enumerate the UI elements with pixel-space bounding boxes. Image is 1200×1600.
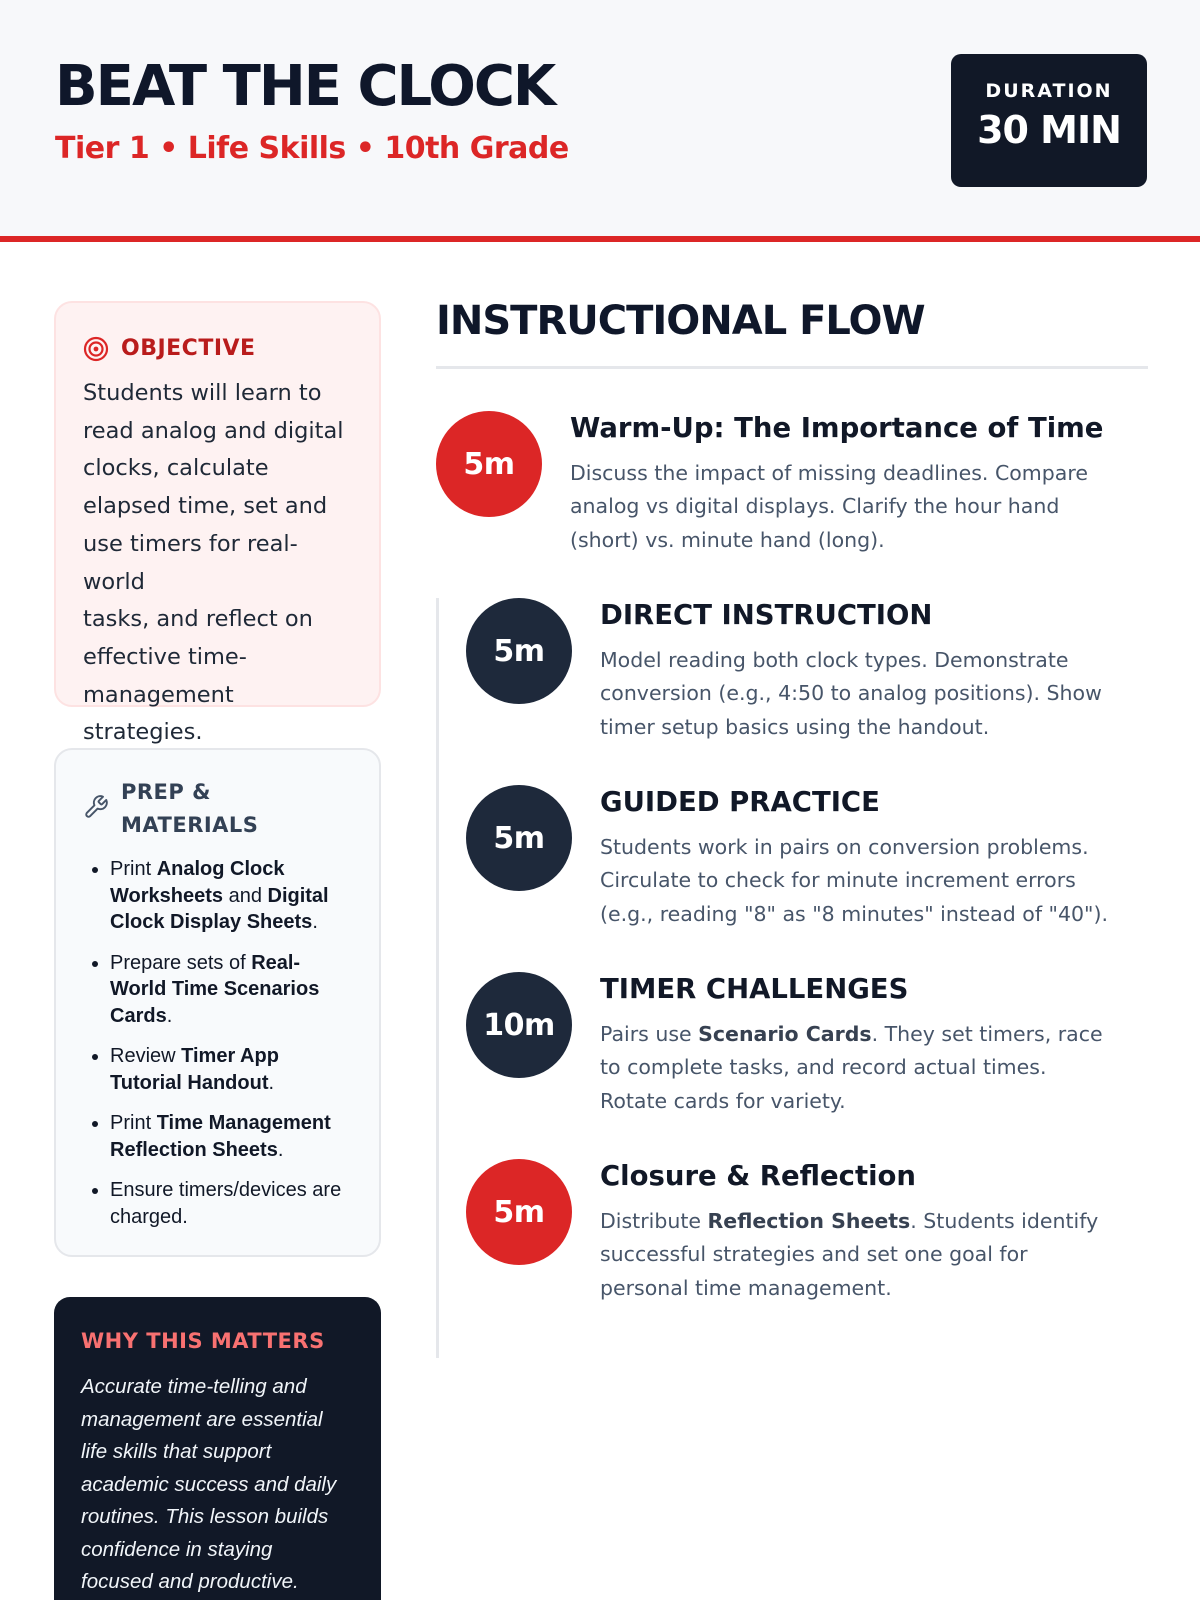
emphasis-text: World Time Scenarios bbox=[110, 978, 320, 1000]
prep-item-line bbox=[110, 1043, 359, 1070]
step-description-line bbox=[600, 1085, 1103, 1118]
step-title: DIRECT INSTRUCTION bbox=[600, 599, 933, 631]
step-description-line bbox=[600, 1238, 1098, 1271]
step-description-line bbox=[570, 457, 1088, 490]
why-title: WHY THIS MATTERS bbox=[81, 1329, 325, 1353]
objective-line: effective time- bbox=[83, 643, 247, 670]
step-description-line bbox=[600, 864, 1108, 897]
text-segment: conversion (e.g., 4:50 to analog positions). Show bbox=[600, 681, 1102, 706]
step-description-line bbox=[600, 644, 1102, 677]
prep-item-line bbox=[110, 1137, 359, 1164]
prep-item bbox=[110, 1043, 359, 1096]
page-title: BEAT THE CLOCK bbox=[55, 54, 555, 119]
text-segment: (e.g., reading "8" as "8 minutes" instead of "40"). bbox=[600, 901, 1109, 926]
prep-item bbox=[110, 950, 359, 1030]
prep-title-line: MATERIALS bbox=[121, 813, 259, 837]
step-title: Warm-Up: The Importance of Time bbox=[570, 412, 1104, 444]
step-title: GUIDED PRACTICE bbox=[600, 786, 880, 818]
text-segment: Distribute bbox=[600, 1209, 708, 1233]
text-segment: successful strategies and set one goal for bbox=[600, 1242, 1028, 1267]
text-segment: Circulate to check for minute increment errors bbox=[600, 868, 1076, 893]
prep-item bbox=[110, 856, 359, 936]
step-title: TIMER CHALLENGES bbox=[600, 973, 909, 1005]
emphasis-text: Digital bbox=[267, 884, 329, 907]
objective-line: elapsed time, set and bbox=[83, 493, 328, 520]
why-this-matters-card bbox=[54, 1297, 381, 1600]
prep-item bbox=[110, 1110, 359, 1163]
step-description-line bbox=[600, 1205, 1098, 1238]
step-description-line bbox=[600, 677, 1102, 710]
step-description-line bbox=[600, 1018, 1103, 1051]
text-segment: Print bbox=[110, 1112, 157, 1134]
duration-value: 30 MIN bbox=[977, 108, 1121, 152]
objective-line: management strategies. bbox=[83, 681, 234, 746]
step-description-line bbox=[600, 1272, 1098, 1305]
prep-item-line bbox=[110, 883, 359, 910]
text-segment: Students work in pairs on conversion problems. bbox=[600, 835, 1089, 859]
step-description-line bbox=[600, 711, 1102, 744]
prep-title-line: PREP & bbox=[121, 780, 211, 804]
why-line: management are essential bbox=[81, 1407, 323, 1431]
prep-item-line bbox=[110, 909, 359, 936]
text-segment: analog vs digital displays. Clarify the hour hand bbox=[570, 494, 1060, 519]
step-time-badge: 5m bbox=[466, 1159, 572, 1265]
text-segment: Print bbox=[110, 858, 157, 880]
timeline-line bbox=[436, 598, 439, 1358]
prep-item-line bbox=[110, 976, 359, 1003]
text-segment: . bbox=[166, 1004, 173, 1027]
objective-text bbox=[83, 375, 353, 752]
text-segment: and bbox=[223, 884, 268, 907]
objective-line: tasks, and reflect on bbox=[83, 606, 313, 633]
text-segment: timer setup basics using the handout. bbox=[600, 714, 990, 739]
why-line: focused and productive. bbox=[81, 1570, 299, 1593]
text-segment: Prepare sets of bbox=[110, 951, 252, 974]
text-segment: . Students identify bbox=[910, 1209, 1099, 1233]
duration-badge bbox=[951, 54, 1147, 187]
flow-title: INSTRUCTIONAL FLOW bbox=[436, 298, 925, 344]
prep-item-line bbox=[110, 1070, 359, 1097]
text-segment: Rotate cards for variety. bbox=[600, 1088, 846, 1113]
text-segment: Review bbox=[110, 1045, 182, 1067]
emphasis-text: Time Management bbox=[156, 1112, 331, 1134]
wrench-icon bbox=[83, 794, 109, 820]
text-segment: . They set timers, race bbox=[871, 1022, 1103, 1046]
text-segment: Discuss the impact of missing deadlines. Compare bbox=[570, 461, 1088, 485]
why-line: life skills that support bbox=[81, 1440, 272, 1463]
text-segment: Ensure timers/devices are bbox=[110, 1179, 342, 1201]
text-segment: . bbox=[312, 911, 318, 933]
emphasis-text: Reflection Sheets bbox=[110, 1138, 278, 1161]
text-segment: (short) vs. minute hand (long). bbox=[570, 527, 885, 552]
prep-item bbox=[110, 1177, 359, 1230]
objective-line: read analog and digital bbox=[83, 417, 344, 444]
emphasis-text: Clock Display Sheets bbox=[110, 911, 313, 933]
emphasis-text: Real- bbox=[251, 951, 301, 974]
step-description-line bbox=[600, 831, 1108, 864]
text-segment: personal time management. bbox=[600, 1275, 892, 1300]
flow-divider bbox=[436, 366, 1148, 369]
objective-card bbox=[54, 301, 381, 746]
step-description-line bbox=[570, 524, 1088, 557]
prep-item-line bbox=[110, 856, 359, 883]
emphasis-text: Cards bbox=[110, 1004, 167, 1027]
step-time-badge: 5m bbox=[466, 598, 572, 704]
step-description-line bbox=[600, 1051, 1103, 1084]
emphasis-text: Timer App bbox=[181, 1045, 279, 1067]
text-segment: . bbox=[268, 1071, 275, 1094]
objective-line: use timers for real-world bbox=[83, 530, 298, 595]
text-segment: Model reading both clock types. Demonstrate bbox=[600, 648, 1069, 672]
prep-item-line bbox=[110, 1177, 359, 1204]
prep-list bbox=[83, 856, 359, 1230]
text-segment: charged. bbox=[110, 1205, 188, 1228]
step-description bbox=[600, 1018, 1103, 1118]
step-time-badge: 5m bbox=[436, 411, 542, 517]
why-line: confidence in staying bbox=[81, 1537, 273, 1561]
step-description bbox=[600, 644, 1102, 744]
duration-label: DURATION bbox=[985, 80, 1113, 102]
emphasis-text: Scenario Cards bbox=[698, 1022, 872, 1046]
objective-line: clocks, calculate bbox=[83, 455, 269, 482]
step-description bbox=[600, 1205, 1098, 1305]
prep-materials-card bbox=[54, 748, 381, 1257]
why-line: Accurate time-telling and bbox=[81, 1375, 307, 1398]
step-description-line bbox=[570, 490, 1088, 523]
step-time-badge: 5m bbox=[466, 785, 572, 891]
why-line: routines. This lesson builds bbox=[81, 1505, 329, 1528]
objective-header bbox=[83, 331, 353, 367]
prep-item-line bbox=[110, 1204, 359, 1231]
page-subtitle: Tier 1 • Life Skills • 10th Grade bbox=[55, 131, 569, 166]
prep-item-line bbox=[110, 1110, 359, 1137]
emphasis-text: Worksheets bbox=[110, 884, 224, 907]
text-segment: Pairs use bbox=[600, 1022, 699, 1046]
objective-line: Students will learn to bbox=[83, 380, 322, 406]
text-segment: to complete tasks, and record actual times. bbox=[600, 1055, 1047, 1080]
why-text bbox=[81, 1371, 357, 1599]
emphasis-text: Tutorial Handout bbox=[110, 1071, 269, 1094]
why-line: academic success and daily bbox=[81, 1472, 337, 1496]
step-description bbox=[570, 457, 1088, 557]
prep-header bbox=[83, 776, 359, 842]
emphasis-text: Reflection Sheets bbox=[707, 1209, 911, 1233]
step-description bbox=[600, 831, 1108, 931]
text-segment: . bbox=[277, 1138, 284, 1161]
step-time-badge: 10m bbox=[466, 972, 572, 1078]
step-description-line bbox=[600, 898, 1108, 931]
prep-item-line bbox=[110, 1003, 359, 1030]
prep-title bbox=[121, 776, 258, 842]
objective-title: OBJECTIVE bbox=[121, 336, 256, 361]
emphasis-text: Analog Clock bbox=[156, 858, 285, 880]
page-header bbox=[0, 0, 1200, 242]
prep-item-line bbox=[110, 950, 359, 977]
step-title: Closure & Reflection bbox=[600, 1160, 916, 1192]
target-icon bbox=[83, 336, 109, 362]
